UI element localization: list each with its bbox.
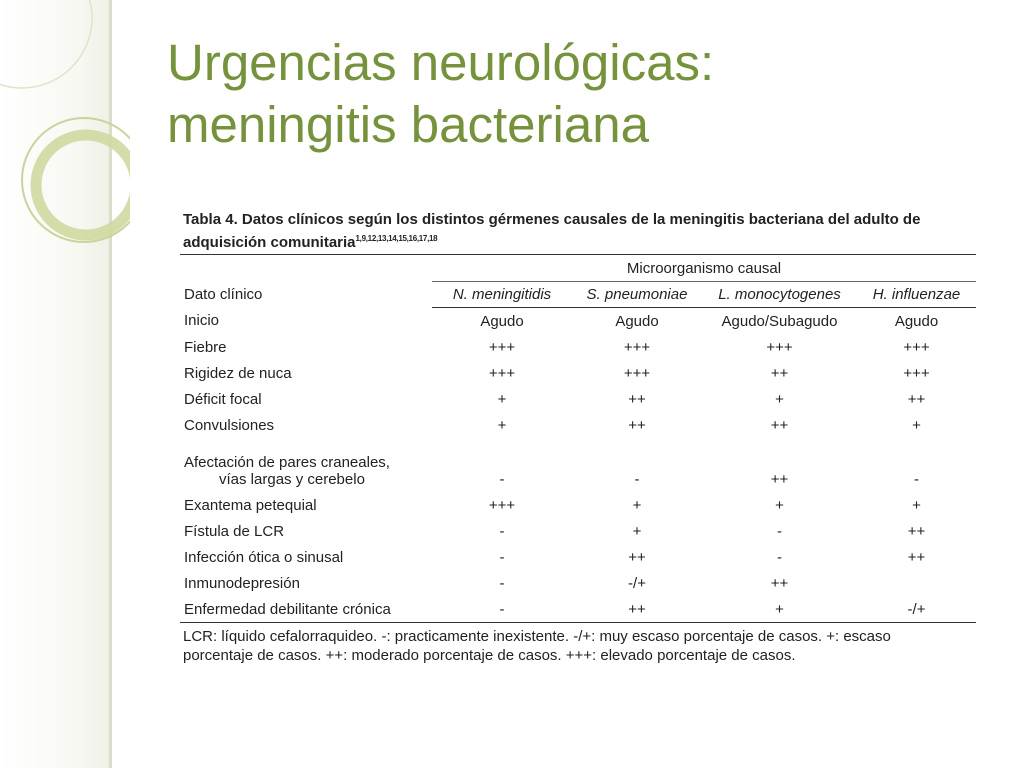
row-header-dato-clinico: Dato clínico [180,255,432,308]
table-cell: +++ [766,338,793,356]
table-row [180,596,976,623]
table-cell: + [632,496,642,514]
table-cell: - [499,548,505,566]
table-cell: ++ [907,390,926,408]
table-cell: Agudo [894,312,939,330]
table-cell: + [497,390,507,408]
column-header-n-meningitidis: N. meningitidis [432,282,572,308]
table-cell: ++ [907,522,926,540]
clinical-data-table [180,254,976,623]
table-row [180,334,976,360]
column-header-h-influenzae: H. influenzae [857,282,976,308]
row-label: Infección ótica o sinusal [184,548,344,566]
table-caption [183,210,973,252]
table-cell: ++ [572,596,702,623]
table-cell: - [777,522,782,540]
table-cell: +++ [623,338,651,356]
table-cell: Agudo [480,312,524,330]
row-label-line-1: Afectación de pares craneales, [184,454,390,471]
table-cell: - [499,471,505,488]
title-line-2: meningitis bacteriana [167,96,649,153]
table-cell: - [432,596,572,623]
thin-ring-top [0,0,92,88]
row-label: Enfermedad debilitante crónica [180,596,432,623]
table-cell: ++ [770,364,789,382]
column-header-l-monocytogenes: L. monocytogenes [702,282,857,308]
column-header-s-pneumoniae: S. pneumoniae [572,282,702,308]
table-cell: + [632,522,642,540]
table-row [180,386,976,412]
row-label: Inicio [184,312,220,330]
table-cell: - [634,471,640,488]
row-label: Déficit focal [184,390,262,408]
caption-references: 1,9,12,13,14,15,16,17,18 [355,234,438,243]
table-row [180,570,976,596]
table-cell: +++ [488,338,516,356]
table-cell: - [914,471,919,488]
table-cell: ++ [628,416,646,434]
table-cell: -/+ [628,574,646,592]
row-label: Exantema petequial [184,496,317,514]
table-cell: + [912,496,921,514]
table-cell: - [499,574,505,592]
caption-text: Tabla 4. Datos clínicos según los distintos gérmenes causales de la meningitis bacteriana del adulto de adquisición comunitaria [183,211,921,251]
table-cell: ++ [770,471,789,488]
row-label: Fístula de LCR [184,522,285,540]
clinical-table-figure [180,210,976,665]
table-cell: + [702,596,857,623]
table-cell: Agudo/Subagudo [721,312,838,330]
table-cell: -/+ [857,596,976,623]
table-cell: ++ [628,390,646,408]
table-row [180,492,976,518]
row-label: Rigidez de nuca [184,364,292,382]
table-cell [857,570,976,596]
table-row [180,518,976,544]
title-line-1: Urgencias neurológicas: [167,34,715,91]
table-cell: + [775,496,784,514]
table-cell: ++ [628,548,646,566]
table-cell: ++ [770,574,789,592]
row-label-line-2: vías largas y cerebelo [219,471,365,488]
table-cell: +++ [488,496,516,514]
table-cell: +++ [903,364,930,382]
thick-ring [36,135,130,235]
table-cell: + [912,416,921,434]
table-cell: +++ [488,364,516,382]
table-row [180,412,976,438]
table-row [180,360,976,386]
table-cell: + [497,416,507,434]
table-row [180,544,976,570]
table-row [180,438,976,492]
row-label [180,438,432,492]
table-cell: +++ [623,364,651,382]
footnote-line-1: LCR: líquido cefalorraquideo. -: practicamente inexistente. -/+: muy escaso porcentaje de casos. +: escaso [183,628,891,645]
table-footnote [183,627,973,665]
table-cell: + [775,390,784,408]
row-label: Convulsiones [184,416,275,434]
table-cell: ++ [907,548,926,566]
group-header-microorganismo: Microorganismo causal [432,255,976,282]
table-cell: ++ [770,416,789,434]
row-label: Fiebre [184,338,227,356]
table-cell: +++ [903,338,930,356]
footnote-line-2: porcentaje de casos. ++: moderado porcentaje de casos. +++: elevado porcentaje de casos. [183,647,796,664]
slide-title [167,32,987,156]
table-cell: Agudo [615,312,659,330]
row-label: Inmunodepresión [184,574,300,592]
table-cell: - [777,548,782,566]
decorative-rings [0,0,130,260]
table-cell: - [499,522,505,540]
table-row [180,308,976,335]
